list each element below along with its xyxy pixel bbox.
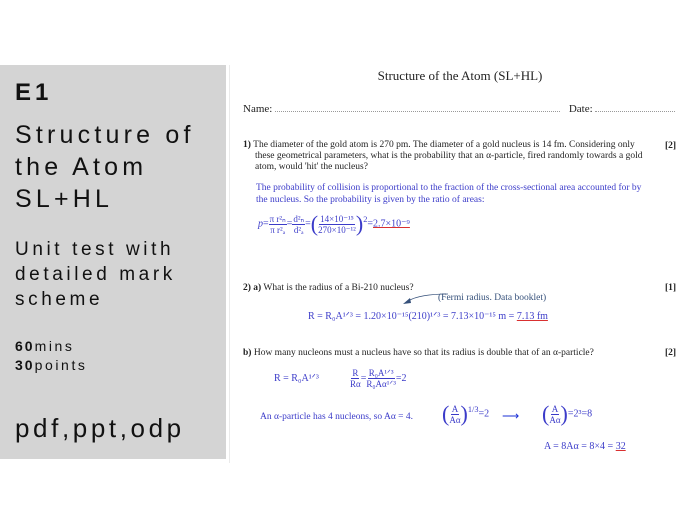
- fraction: [292, 214, 305, 235]
- numerator: d²ₙ: [293, 213, 305, 224]
- date-label: Date:: [568, 103, 593, 115]
- marks-badge: [1]: [665, 283, 677, 293]
- numerator: R₀A¹ᐟ³: [368, 368, 394, 378]
- points: [15, 356, 88, 375]
- question-text: these geometrical parameters, what is the probability that an α-particle, fired randomly towards a gold: [255, 151, 643, 161]
- formula-text: R = R₀A¹ᐟ³: [274, 373, 319, 384]
- subtitle-line: scheme: [15, 289, 104, 310]
- question-text: The diameter of the gold atom is 270 pm. The diameter of a gold nucleus is 14 fm. Considering only: [253, 140, 635, 150]
- file-formats: pdf,ppt,odp: [15, 413, 185, 443]
- formula-result: =2³=8: [567, 408, 593, 420]
- subtitle-line: Unit test with: [15, 239, 175, 260]
- formula-text: R = R₀A¹ᐟ³ = 1.20×10⁻¹⁵(210)¹ᐟ³ = 7.13×10⁻¹⁵ m =: [308, 311, 517, 322]
- answer-result: 32: [615, 441, 626, 452]
- exponent: 1/3: [467, 404, 479, 414]
- answer-text: the nucleus. So the probability is given by the ratio of areas:: [256, 195, 485, 205]
- question-text: How many nucleons must a nucleus have so that its radius is double that of an α-particle?: [253, 348, 594, 358]
- unit-code: E1: [15, 79, 53, 106]
- step1-formula: ( $\frac{A}{A\alpha}$ )$^{1/3}$=2: [442, 401, 490, 426]
- fraction: [350, 368, 361, 389]
- denominator: Aα: [449, 414, 461, 425]
- name-field[interactable]: [275, 102, 560, 112]
- question-1: [243, 140, 635, 152]
- duration-value: 60: [15, 338, 35, 354]
- date-field[interactable]: [595, 102, 675, 112]
- test-meta: [15, 337, 88, 375]
- denominator: Aα: [549, 414, 561, 425]
- question-2b: [243, 348, 594, 360]
- answer-result: 2.7×10⁻⁹: [373, 218, 410, 230]
- marks-badge: [2]: [665, 348, 677, 358]
- name-label: Name:: [243, 103, 273, 115]
- question-number: 1): [243, 140, 251, 150]
- unit-title: [15, 119, 195, 215]
- formula-result: =2: [395, 372, 407, 384]
- q2a-formula: [308, 311, 548, 322]
- q1-formula: p= $\frac{\text{π r²ₙ}}{\text{π r²ₐ}}$ = $\frac{\text{d²ₙ}}{\text{d²ₐ}}$ =( $\frac{\text{14×10⁻¹⁵}}{\text{270×10⁻¹²}}$ )$^2$=2.7×10⁻⁹: [258, 211, 410, 236]
- formula-text: A = 8Aα = 8×4 =: [544, 441, 616, 452]
- fraction: [269, 214, 287, 235]
- name-date-row: [243, 102, 675, 115]
- numerator: 14×10⁻¹⁵: [320, 213, 354, 224]
- denominator: 270×10⁻¹²: [318, 224, 356, 235]
- question-number: 2) a): [243, 283, 262, 293]
- numerator: A: [451, 403, 459, 414]
- unit-subtitle: [15, 237, 176, 312]
- step2-formula: ( $\frac{A}{A\alpha}$ )=2³=8: [542, 401, 593, 426]
- formula-var: p: [258, 218, 263, 230]
- fraction: [366, 368, 396, 389]
- fraction: [318, 214, 356, 235]
- unit-title-line: SL+HL: [15, 185, 114, 213]
- numerator: R: [352, 368, 359, 378]
- question-number: b): [243, 348, 252, 358]
- answer-text: An α-particle has 4 nucleons, so Aα = 4.: [260, 412, 414, 422]
- question-text: atom, would 'hit' the nucleus?: [255, 162, 368, 172]
- denominator: Rα: [350, 379, 361, 389]
- numerator: A: [551, 403, 559, 414]
- question-text: What is the radius of a Bi-210 nucleus?: [263, 283, 414, 293]
- points-value: 30: [15, 357, 35, 373]
- unit-title-line: Structure of: [15, 121, 195, 149]
- cover-panel: [0, 65, 226, 459]
- document-preview: [230, 65, 695, 465]
- fraction: [549, 404, 560, 425]
- denominator: π r²ₐ: [270, 224, 286, 235]
- marks-badge: [2]: [665, 141, 677, 151]
- unit-title-line: the Atom: [15, 153, 148, 181]
- document-title: Structure of the Atom (SL+HL): [377, 68, 543, 83]
- fraction: [449, 404, 460, 425]
- numerator: π r²ₙ: [269, 213, 286, 224]
- question-2a: [243, 283, 414, 295]
- annotation-note: (Fermi radius. Data booklet): [438, 293, 547, 303]
- subtitle-line: detailed mark: [15, 264, 176, 285]
- formula-result: =2: [478, 408, 490, 420]
- ratio-formula: $\frac{R}{R\alpha}$ = $\frac{\text{R₀A¹ᐟ³}}{\text{R₀Aα¹ᐟ³}}$ =2: [350, 368, 407, 389]
- points-unit: points: [34, 357, 88, 373]
- answer-text: The probability of collision is proportional to the fraction of the cross-sectional area accounted for by: [256, 183, 642, 193]
- denominator: d²ₐ: [293, 224, 304, 235]
- answer-result: 7.13 fm: [516, 311, 548, 322]
- duration-unit: mins: [34, 338, 75, 354]
- denominator: R₀Aα¹ᐟ³: [366, 379, 396, 389]
- exponent: 2: [363, 214, 368, 224]
- duration: [15, 337, 88, 356]
- final-formula: [544, 441, 626, 452]
- right-arrow-icon: ⟶: [502, 409, 520, 423]
